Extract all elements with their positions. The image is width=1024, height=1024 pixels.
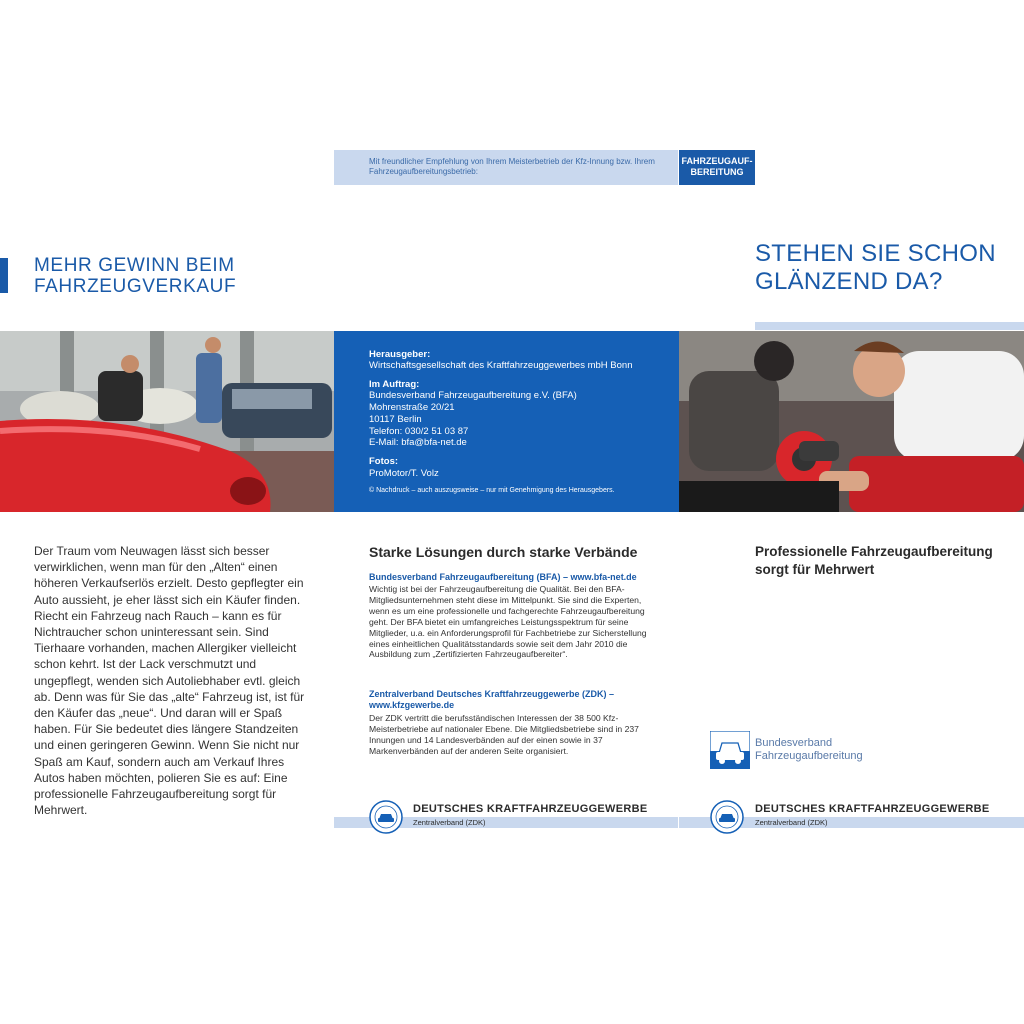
zdk-sub-right: Zentralverband (ZDK) xyxy=(755,818,828,827)
polishing-photo xyxy=(679,331,1024,512)
right-heading-line-2: GLÄNZEND DA? xyxy=(755,268,943,295)
photos-credit: ProMotor/T. Volz xyxy=(369,468,439,479)
street: Mohrenstraße 20/21 xyxy=(369,402,455,413)
imprint-panel xyxy=(334,331,679,512)
left-heading-line-1: MEHR GEWINN BEIM xyxy=(34,255,235,276)
publisher-label: Herausgeber: xyxy=(369,349,431,360)
right-subheading: Professionelle Fahrzeugaufbereitung sorgt für Mehrwert xyxy=(755,544,993,577)
bfa-description: Wichtig ist bei der Fahrzeugaufbereitung die Qualität. Bei den BFA-Mitgliedsunternehmen steht diese im Mittelpunkt. Sie sind die Experten, wenn es um eine professionelle und fachgerechte Fahrzeugaufbereitung geht. Der BFA bietet ein umfangreiches Leistungsspektrum für seine Mitglieder, u.a. ein Anforderungsprofil für Fachbetriebe zur Sicherstellung eines einheitlichen Qualitätsstandards sowie seit dem Jahr 2010 die Ausbildung zum „Zertifizierten Fahrzeugaufbereiter“. xyxy=(369,584,647,660)
city: 10117 Berlin xyxy=(369,414,422,425)
zdk-seal-icon-right xyxy=(710,800,744,834)
left-heading-line-2: FAHRZEUGVERKAUF xyxy=(34,276,237,297)
publisher-name: Wirtschaftsgesellschaft des Kraftfahrzeuggewerbes mbH Bonn xyxy=(369,360,633,371)
bfa-logo-line-1: Bundesverband xyxy=(755,737,833,749)
bfa-link[interactable]: Bundesverband Fahrzeugaufbereitung (BFA) – www.bfa-net.de xyxy=(369,572,637,582)
right-heading-line-1: STEHEN SIE SCHON xyxy=(755,240,996,267)
right-heading xyxy=(755,240,1020,296)
zdk-name-right: DEUTSCHES KRAFTFAHRZEUGGEWERBE xyxy=(755,803,990,815)
showroom-photo xyxy=(0,331,334,512)
middle-heading: Starke Lösungen durch starke Verbände xyxy=(369,544,638,560)
right-accent-strip xyxy=(755,322,1024,330)
zdk-seal-icon xyxy=(369,800,403,834)
left-heading xyxy=(34,255,314,297)
phone: Telefon: 030/2 51 03 87 xyxy=(369,426,469,437)
copyright-note: © Nachdruck – auch auszugsweise – nur mit Genehmigung des Herausgebers. xyxy=(369,487,615,494)
commission-label: Im Auftrag: xyxy=(369,379,420,390)
zdk-name-middle: DEUTSCHES KRAFTFAHRZEUGGEWERBE xyxy=(413,803,648,815)
photos-label: Fotos: xyxy=(369,456,399,467)
bfa-logo-text xyxy=(755,737,863,763)
org-name: Bundesverband Fahrzeugaufbereitung e.V. (BFA) xyxy=(369,390,577,401)
badge-line-1: FAHRZEUGAUF- xyxy=(681,156,753,166)
zdk-link-line-1[interactable]: Zentralverband Deutsches Kraftfahrzeuggewerbe (ZDK) – xyxy=(369,689,615,699)
zdk-sub-middle: Zentralverband (ZDK) xyxy=(413,818,486,827)
email-link[interactable]: E-Mail: bfa@bfa-net.de xyxy=(369,437,467,448)
zdk-description: Der ZDK vertritt die berufsständischen Interessen der 38 500 Kfz-Meisterbetriebe auf nationaler Ebene. Die Mitgliedsbetriebe sind in 237 Innungen und 14 Landesverbänden auf der einen sowie in 37 Markenverbänden auf der anderen Seite organisiert. xyxy=(369,713,639,756)
zdk-link-line-2[interactable]: www.kfzgewerbe.de xyxy=(369,700,455,710)
badge-line-2: BEREITUNG xyxy=(690,167,744,177)
zdk-link[interactable] xyxy=(369,689,669,711)
recommendation-text: Mit freundlicher Empfehlung von Ihrem Meisterbetrieb der Kfz-Innung bzw. Ihrem Fahrzeugaufbereitungsbetrieb: xyxy=(369,157,655,176)
left-body-text: Der Traum vom Neuwagen lässt sich besser verwirklichen, wenn man für den „Alten“ einen höheren Verkaufserlös erzielt. Desto gepflegter ein Auto aussieht, je eher lässt sich ein Käufer finden. Riecht ein Fahrzeug nach Rauch – kann es für Nichtraucher schon uninteressant sein. Sind Tierhaare vorhanden, machen Allergiker vielleicht schon kehrt. Ist der Lack verschmutzt und ungepflegt, wenden sich Autoliebhaber evtl. gleich ab. Denn was für Sie das „alte“ Fahrzeug ist, ist für den Käufer das „neue“. Und daran will er Spaß haben. Für Sie bedeutet dies längere Standzeiten und einen geringeren Gewinn. Wenn Sie nicht nur Spaß am Kauf, sondern auch am Verkauf Ihres Autos haben möchten, polieren Sie es auf: Eine professionelle Fahrzeugaufbereitung sorgt für Mehrwert. xyxy=(34,544,305,818)
bfa-logo-line-2: Fahrzeugaufbereitung xyxy=(755,750,863,762)
left-accent-bar xyxy=(0,258,8,293)
bfa-logo-icon xyxy=(710,731,750,769)
category-badge xyxy=(679,150,755,185)
